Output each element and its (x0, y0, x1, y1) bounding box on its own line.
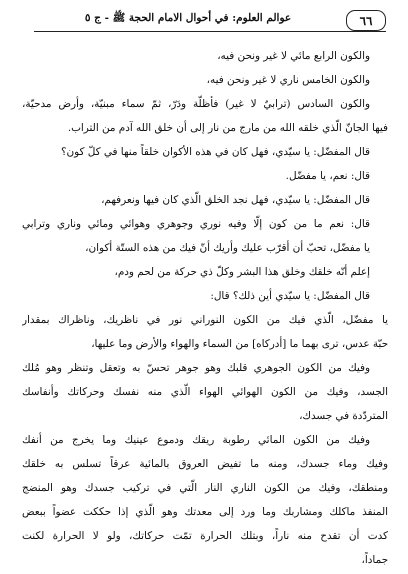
text-line: وفيك من الكون الجوهري قلبك وهو جوهر تحسّ به وتعقل وتنظر وهو مُلك (22, 362, 370, 374)
page-number: ٦٦ (346, 10, 386, 31)
text-line: قال المفضّل: يا سيّدي، فهل كان في هذه الأكوان خلقاً منها في كلّ كون؟ (60, 146, 370, 158)
text-line: يا مفضّل، الّذي فيك من الكون النوراني نور في ناظريك، وناظراك بمقدار (22, 314, 388, 326)
text-line: وفيك وماء جسدك، ومنه ما تفيض العروق بالمائية عرقاً تسلس به خلقك (22, 458, 388, 470)
text-line: كدت أن تقدح منه ناراً، وبتلك الحرارة تمّت حركاتك، ولو لا الحرارة لكنت (22, 530, 388, 542)
text-line: الجسد، وفيك من الكون الهوائي الهواء الّذي منه نفسك وحركاتك وأنفاسك (22, 386, 388, 398)
text-line: وفيك من الكون المائي رطوبة ريقك ودموع عينيك وما يخرج من أنفك (22, 434, 370, 446)
text-line: قال: نعم، يا مفضّل. (285, 170, 370, 182)
text-line: المتردّدة في جسدك، (299, 410, 388, 422)
text-line: والكون السادس (ترابيٌ لا غير) فأظلّة ودَرّ، ثمّ سماء مبنيّة، وأرض مدحيّة، (22, 98, 370, 110)
text-line: فيها الجانّ الّذي خلقه الله من مارج من نار إلى أن خلق الله آدم من التراب. (67, 122, 388, 134)
running-title: عوالم العلوم: في أحوال الامام الحجة ﷺ - ج ٥ (84, 12, 292, 24)
text-line: قال: نعم ما من كون إلّا وفيه نوري وجوهري وهوائي ومائي وناري وترابي (22, 218, 370, 230)
text-line: قال المفضّل: يا سيّدي أين ذلك؟ قال: (210, 290, 370, 302)
text-line: إعلم أنّه خلقك وخلق هذا البشر وكلّ ذي حركة من لحم ودم، (114, 266, 370, 278)
body-text (22, 44, 388, 572)
header-rule (34, 31, 386, 32)
text-line: حبّة عدس، ترى بهما ما [أدركاه] من السماء والهواء والأرض وما عليها، (91, 338, 388, 350)
text-line: والكون الخامس ناري لا غير ونحن فيه، (206, 74, 370, 86)
text-line: جماداً، (361, 554, 388, 566)
text-line: يا مفضّل، تحبّ أن أقرّب عليك وأريك أنّ فيك من هذه الستّة أكوان، (85, 242, 370, 254)
text-line: المنفذ ماكلك ومشاربك وما ورد إلى معدتك وهو الّذي إذا حككت عضواً ببعض (22, 506, 388, 518)
text-line: قال المفضّل: يا سيّدي، فهل نجد الخلق الّذي كان فيها ونعرفهم، (101, 194, 370, 206)
text-line: ومنطقك، وفيك من الكون الناري النار الّتي في تركيب جسدك وهو المنضج (22, 482, 388, 494)
text-line: والكون الرابع مائي لا غير ونحن فيه، (217, 50, 370, 62)
page-header (34, 10, 386, 32)
